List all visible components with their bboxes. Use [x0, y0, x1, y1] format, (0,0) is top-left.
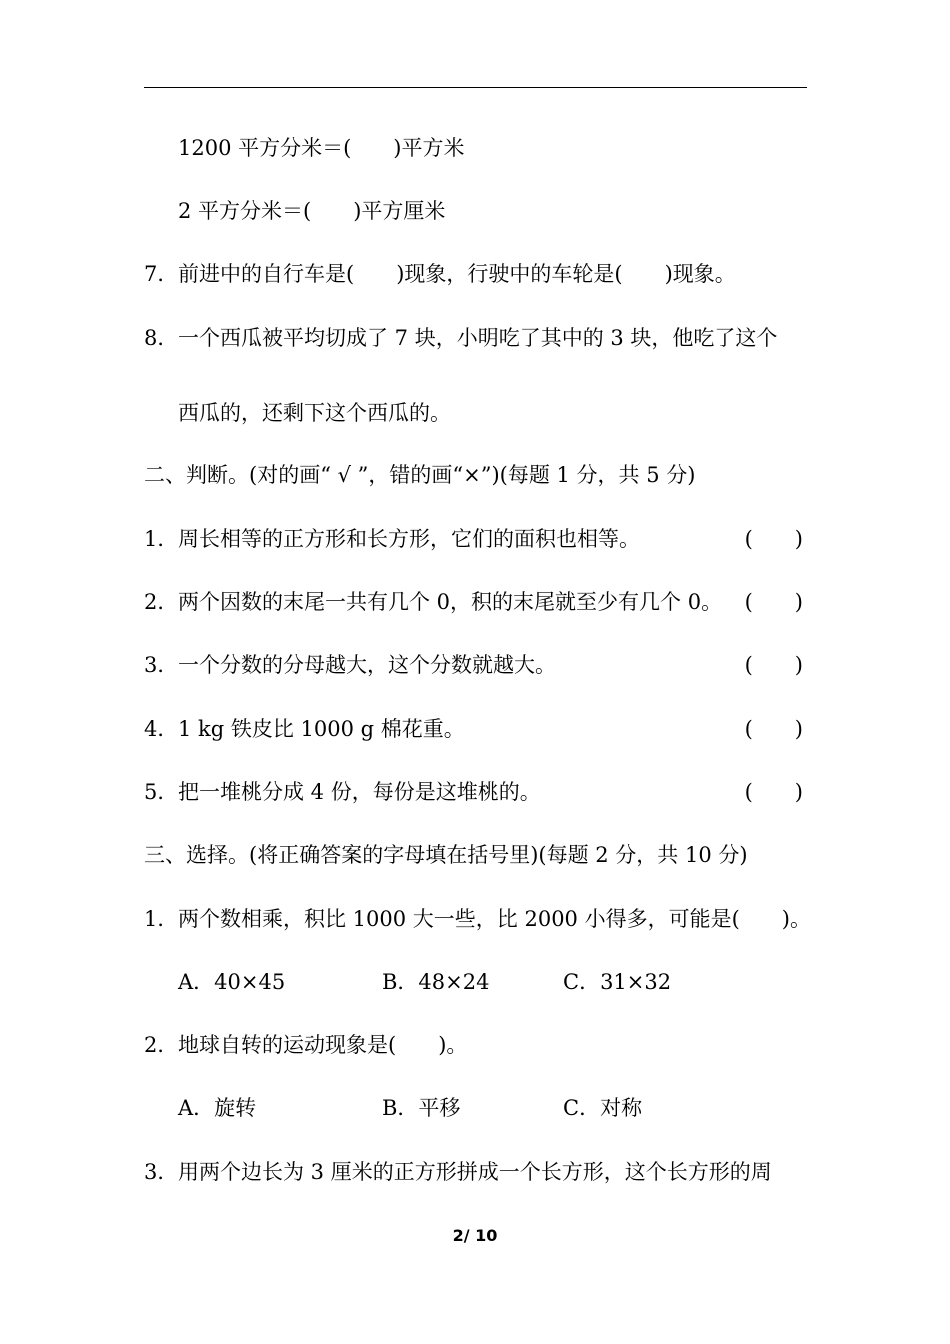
item-text: 一个分数的分母越大，这个分数就越大。 [178, 653, 556, 677]
question-number: 1． [144, 907, 179, 931]
item-text: 两个因数的末尾一共有几个 0，积的末尾就至少有几个 0。 [178, 590, 723, 614]
answer-parentheses: ( ) [744, 527, 803, 551]
choice-options-2 [178, 1093, 807, 1123]
question-8 [144, 323, 807, 353]
question-number: 2． [144, 1033, 179, 1057]
option-c: C．对称 [563, 1096, 643, 1120]
question-text: 西瓜的，还剩下这个西瓜的。 [178, 401, 451, 425]
question-number: 7． [144, 262, 179, 286]
question-text: 用两个边长为 3 厘米的正方形拼成一个长方形，这个长方形的周 [178, 1160, 772, 1184]
question-text: 前进中的自行车是( )现象，行驶中的车轮是( )现象。 [178, 262, 736, 286]
question-text: 一个西瓜被平均切成了 7 块，小明吃了其中的 3 块，他吃了这个 [178, 326, 778, 350]
conversion-line-1 [178, 133, 807, 163]
choice-question-2 [144, 1030, 807, 1060]
question-8-continuation [178, 398, 807, 428]
option-c: C．31×32 [563, 970, 672, 994]
conversion-text-2: 2 平方分米＝( )平方厘米 [178, 199, 446, 223]
answer-parentheses: ( ) [744, 653, 803, 677]
judgment-item-4 [144, 714, 807, 744]
header-rule [144, 87, 807, 88]
item-text: 1 kg 铁皮比 1000 g 棉花重。 [178, 717, 465, 741]
answer-parentheses: ( ) [744, 780, 803, 804]
page-number: 2/ 10 [452, 1226, 498, 1245]
item-number: 4． [144, 717, 179, 741]
section-3-heading [144, 840, 807, 870]
item-number: 5． [144, 780, 179, 804]
question-number: 3． [144, 1160, 179, 1184]
answer-parentheses: ( ) [744, 717, 803, 741]
question-number: 8． [144, 326, 179, 350]
answer-parentheses: ( ) [744, 590, 803, 614]
choice-question-3 [144, 1157, 807, 1187]
section-heading-text: 三、选择。(将正确答案的字母填在括号里)(每题 2 分，共 10 分) [144, 843, 748, 867]
question-7 [144, 259, 807, 289]
conversion-line-2 [178, 196, 807, 226]
option-a: A．40×45 [178, 970, 286, 994]
item-text: 周长相等的正方形和长方形，它们的面积也相等。 [178, 527, 640, 551]
option-b: B．平移 [382, 1096, 461, 1120]
item-number: 3． [144, 653, 179, 677]
option-a: A．旋转 [178, 1096, 257, 1120]
question-text: 两个数相乘，积比 1000 大一些，比 2000 小得多，可能是( )。 [178, 907, 811, 931]
choice-question-1 [144, 904, 811, 934]
section-heading-text: 二、判断。(对的画“ √ ”，错的画“×”)(每题 1 分，共 5 分) [144, 463, 696, 487]
judgment-item-3 [144, 650, 807, 680]
judgment-item-5 [144, 777, 807, 807]
item-number: 2． [144, 590, 179, 614]
item-text: 把一堆桃分成 4 份，每份是这堆桃的。 [178, 780, 541, 804]
judgment-item-2 [144, 587, 807, 617]
question-text: 地球自转的运动现象是( )。 [178, 1033, 468, 1057]
option-b: B．48×24 [382, 970, 490, 994]
judgment-item-1 [144, 524, 807, 554]
choice-options-1 [178, 967, 807, 997]
conversion-text-1: 1200 平方分米＝( )平方米 [178, 136, 465, 160]
section-2-heading [144, 460, 807, 490]
item-number: 1． [144, 527, 179, 551]
